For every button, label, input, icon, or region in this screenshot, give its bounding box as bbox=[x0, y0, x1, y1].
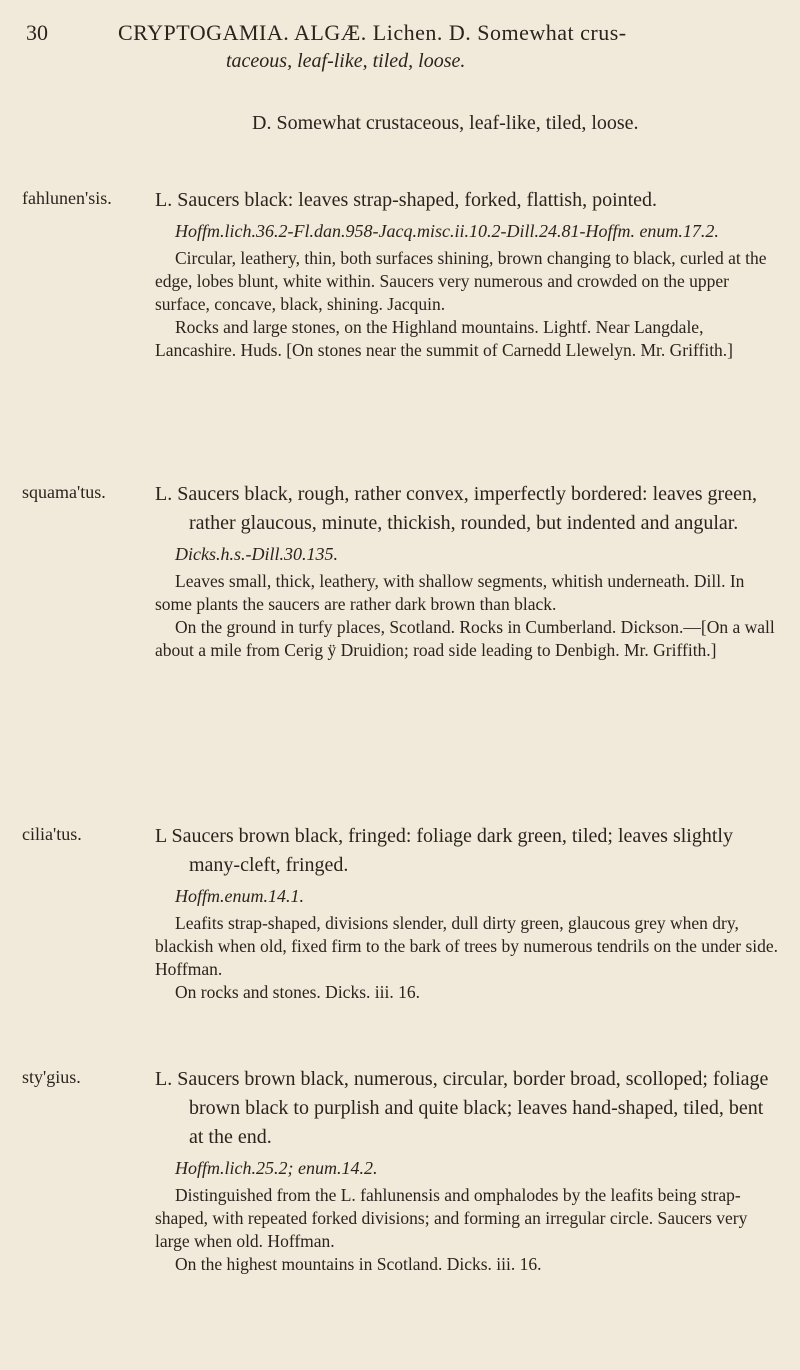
species-name: squama'tus. bbox=[22, 482, 106, 502]
species-name: cilia'tus. bbox=[22, 824, 82, 844]
description: Distinguished from the L. fahlunensis and omphalodes by the leafits being strap-shaped, with repeated forked divisions; and forming an irregular circle. Saucers very large when old. Hoffman. bbox=[155, 1185, 748, 1251]
description: Circular, leathery, thin, both surfaces shining, brown changing to black, curled at the edge, lobes blunt, white within. Saucers very numerous and crowded on the upper surface, concave, black, shining. Jacquin. bbox=[155, 248, 767, 314]
species-name: sty'gius. bbox=[22, 1067, 81, 1087]
habitat: On rocks and stones. Dicks. iii. 16. bbox=[175, 982, 420, 1002]
entry-body bbox=[155, 822, 780, 1004]
description: Leaves small, thick, leathery, with shallow segments, whitish underneath. Dill. In some plants the saucers are rather dark brown than black. bbox=[155, 571, 745, 614]
diagnosis: L Saucers brown black, fringed: foliage dark green, tiled; leaves slightly many-cleft, fringed. bbox=[155, 825, 733, 876]
diagnosis: L. Saucers black, rough, rather convex, imperfectly bordered: leaves green, rather glaucous, minute, thickish, rounded, but indented and angular. bbox=[155, 483, 757, 534]
description: Leafits strap-shaped, divisions slender, dull dirty green, glaucous grey when dry, blackish when old, fixed firm to the bark of trees by numerous tendrils on the under side. Hoffman. bbox=[155, 913, 779, 979]
diagnosis: L. Saucers black: leaves strap-shaped, forked, flattish, pointed. bbox=[155, 189, 658, 211]
page-number: 30 bbox=[26, 20, 48, 45]
reference: Hoffm.enum.14.1. bbox=[175, 886, 304, 906]
diagnosis: L. Saucers brown black, numerous, circular, border broad, scolloped; foliage brown black to purplish and quite black; leaves hand-shaped, tiled, bent at the end. bbox=[155, 1068, 769, 1148]
entry-body bbox=[155, 186, 780, 362]
reference: Dicks.h.s.-Dill.30.135. bbox=[175, 544, 338, 564]
entry-body bbox=[155, 1065, 780, 1276]
species-name: fahlunen'sis. bbox=[22, 188, 112, 208]
entry-body bbox=[155, 480, 780, 662]
reference: Hoffm.lich.25.2; enum.14.2. bbox=[175, 1158, 378, 1178]
running-head-line1: CRYPTOGAMIA. ALGÆ. Lichen. D. Somewhat crus- bbox=[118, 20, 627, 45]
section-heading: D. Somewhat crustaceous, leaf-like, tiled, loose. bbox=[252, 112, 639, 134]
habitat: On the highest mountains in Scotland. Dicks. iii. 16. bbox=[175, 1254, 542, 1274]
reference: Hoffm.lich.36.2-Fl.dan.958-Jacq.misc.ii.10.2-Dill.24.81-Hoffm. enum.17.2. bbox=[175, 221, 719, 241]
running-head-line2: taceous, leaf-like, tiled, loose. bbox=[226, 50, 466, 72]
habitat: On the ground in turfy places, Scotland. Rocks in Cumberland. Dickson.—[On a wall about a mile from Cerig ÿ Druidion; road side leading to Denbigh. Mr. Griffith.] bbox=[155, 617, 775, 660]
habitat: Rocks and large stones, on the Highland mountains. Lightf. Near Langdale, Lancashire. Huds. [On stones near the summit of Carnedd Llewelyn. Mr. Griffith.] bbox=[155, 317, 734, 360]
